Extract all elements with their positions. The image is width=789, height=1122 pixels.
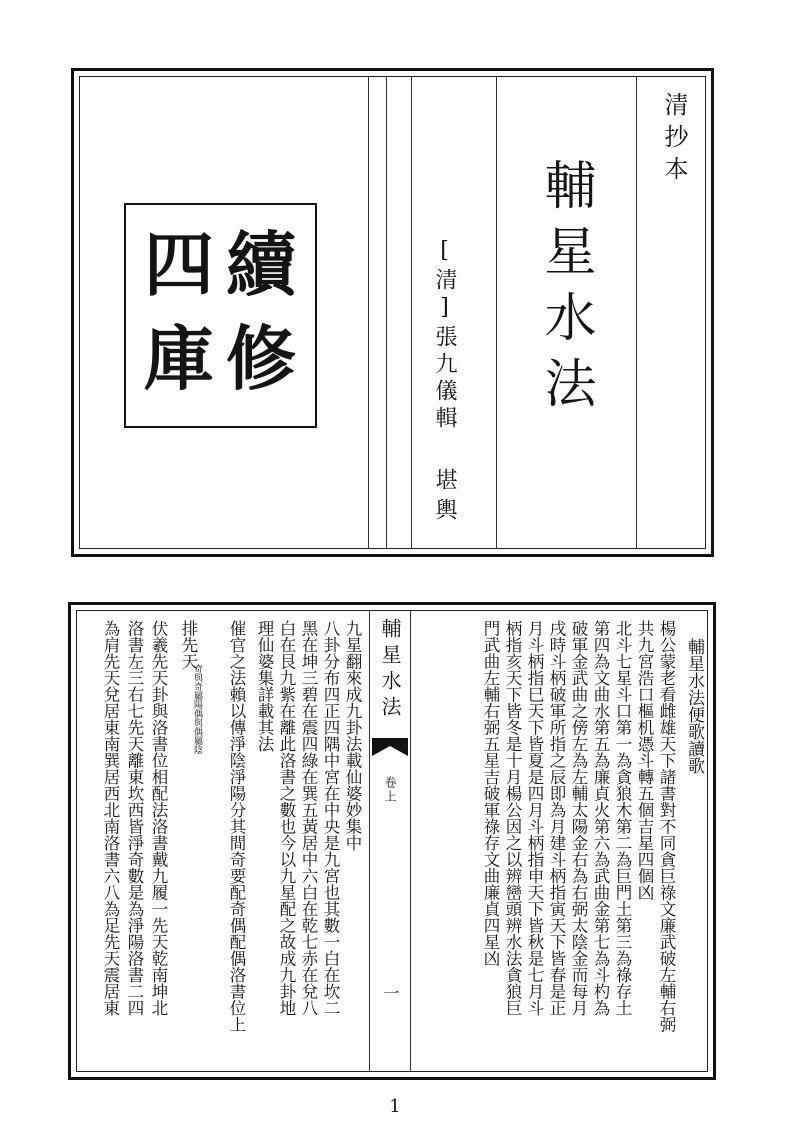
page-number: 1 <box>389 1096 401 1117</box>
book-title: 輔星水法 <box>535 158 595 422</box>
cover-rule <box>368 77 369 548</box>
center-title: 輔星水法 <box>378 618 402 722</box>
cover-rule <box>411 77 412 548</box>
collection-seal <box>124 203 317 428</box>
text-column: 破軍金武曲之傍左為左輔太陽金右為右弼太陰金而每月 <box>569 620 588 1016</box>
text-column: 北斗七星斗口第一為貪狼木第二為巨門土第三為祿存土 <box>613 620 632 1016</box>
interlinear-note: 奇與奇屬陽偶與偶屬陰 <box>192 664 202 754</box>
cover-rule <box>386 77 387 548</box>
compiler-label: [清]張九儀輯 <box>432 238 457 433</box>
text-column: 輔星水法便歌讀歌 <box>684 638 704 774</box>
category-label: 堪輿 <box>432 468 457 528</box>
text-column: 白在艮九紫在離此洛書之數也今以九星配之故成九卦地 <box>277 620 296 1016</box>
text-column: 催官之法賴以傳淨陰淨陽分其間奇要配奇偶配偶洛書位上 <box>227 620 246 1033</box>
cover-rule <box>636 77 637 548</box>
cover-rule <box>496 77 497 548</box>
text-column: 月斗柄指巳天下皆夏是四月斗柄指申天下皆秋是七月斗 <box>525 620 544 1016</box>
text-column: 共九宮浩口樞机憑斗轉五個吉星四個凶 <box>635 620 654 901</box>
text-column: 黑在坤三碧在震四綠在巽五黃居中六白在乾七赤在兌八 <box>299 620 318 1016</box>
seal-char: 續 <box>226 223 296 306</box>
text-column: 九星翻來成九卦法載仙婆妙集中 <box>343 620 362 851</box>
seal-char: 庫 <box>144 317 214 400</box>
center-page-number: 一 <box>381 985 400 1001</box>
text-column: 門武曲左輔右弼五星吉破軍祿存文曲廉貞四星凶 <box>481 620 500 967</box>
text-column: 洛書左三右七先天離東坎西皆淨奇數是為淨陽洛書二四 <box>125 620 144 1016</box>
text-column: 戌時斗柄破軍所指之辰即為月建斗柄指寅天下皆春是正 <box>547 620 566 1016</box>
center-column-rule <box>410 611 411 1071</box>
seal-char: 修 <box>226 317 296 400</box>
volume-label: 卷上 <box>383 776 397 804</box>
text-column: 為肩先天兌居東南巽居西北南洛書六八為足先天震居東 <box>101 620 120 1016</box>
text-column: 柄指亥天下皆冬是十月楊公因之以辨巒頭辨水法貪狼巨 <box>503 620 522 1016</box>
text-column: 理仙婆集詳載其法 <box>255 620 274 752</box>
seal-char: 四 <box>144 223 214 306</box>
fish-tail-mark <box>372 738 408 758</box>
text-column: 楊公蒙老看雌雄天下諸書對不同貪巨祿文廉武破左輔右弼 <box>657 620 676 1033</box>
text-column: 排先天 <box>179 620 198 670</box>
text-column: 伏羲先天卦與洛書位相配法洛書戴九履一先天乾南坤北 <box>149 620 168 1016</box>
center-column-rule <box>369 611 370 1071</box>
text-column: 八卦分布四正四隅中宮在中央是九宮也其數一白在坎二 <box>321 620 340 1016</box>
text-column: 第四為文曲水第五為廉貞火第六為武曲金第七為斗杓為 <box>591 620 610 1016</box>
edition-label: 清抄本 <box>660 92 688 188</box>
